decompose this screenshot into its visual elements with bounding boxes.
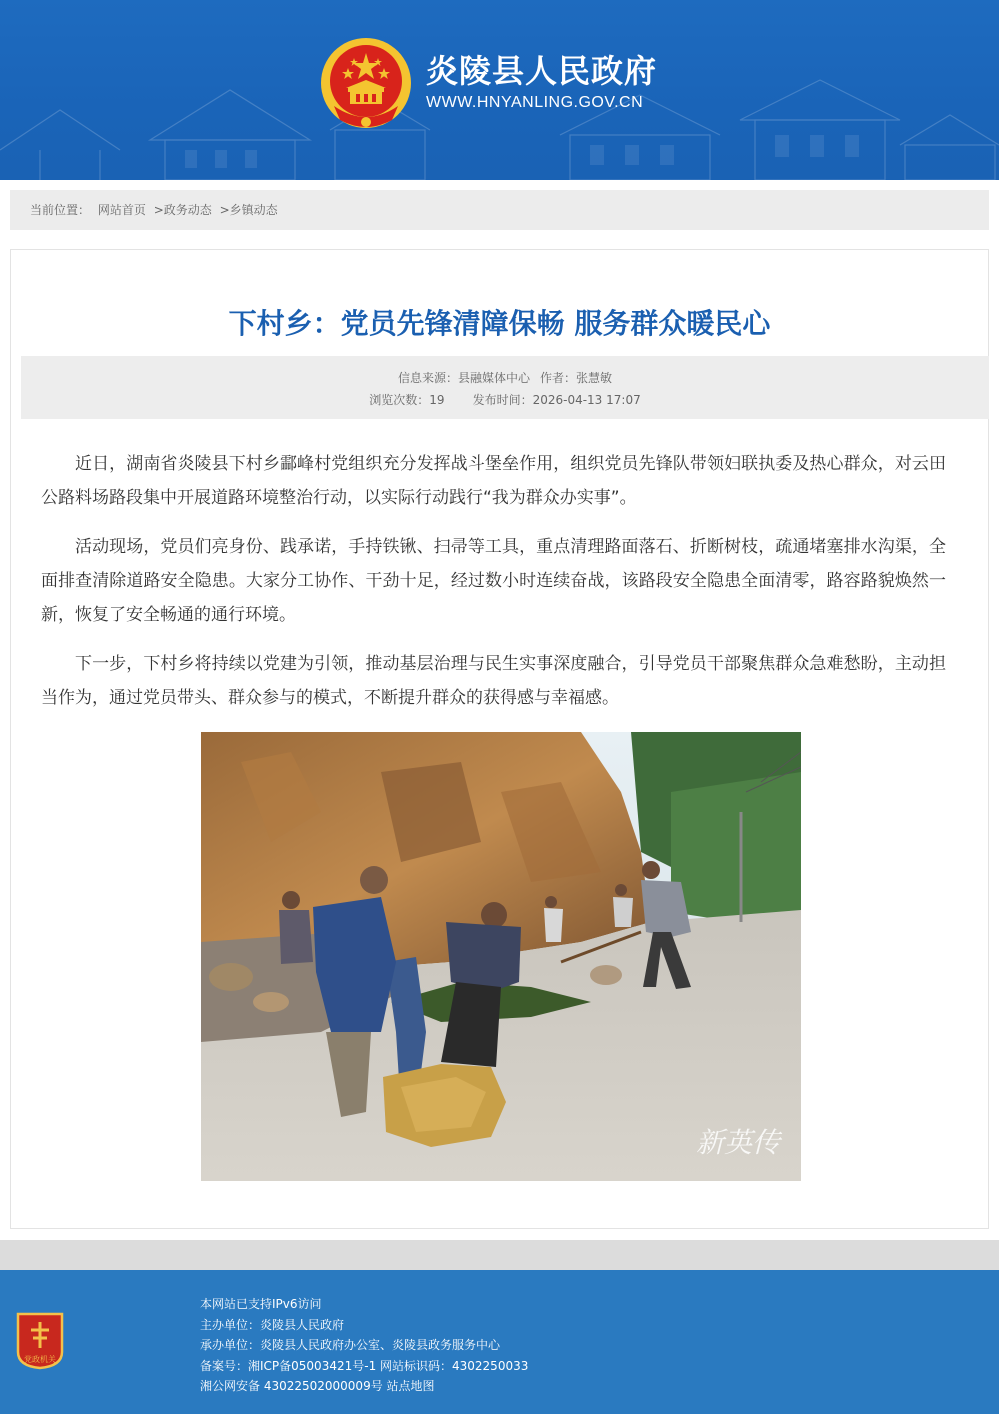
footer-icp-line[interactable]: 备案号：湘ICP备05003421号-1 网站标识码：4302250033 [200, 1358, 529, 1373]
footer-ipv6-line: 本网站已支持IPv6访问 [200, 1297, 322, 1311]
national-emblem-icon [320, 36, 413, 134]
breadcrumb [10, 190, 989, 230]
party-government-badge-icon[interactable] [14, 1310, 66, 1370]
footer-divider-strip [0, 1240, 999, 1270]
breadcrumb-news-link[interactable]: >政务动态 [153, 203, 212, 217]
site-title[interactable]: 炎陵县人民政府 [426, 52, 658, 90]
author-value: 张慧敏 [576, 371, 613, 385]
article-paragraph: 近日，湖南省炎陵县下村乡酃峰村党组织充分发挥战斗堡垒作用，组织党员先锋队带领妇联执委及热心群众，对云田公路料场路段集中开展道路环境整治行动，以实际行动践行“我为群众办实事”。 [41, 454, 946, 508]
breadcrumb-home-link[interactable]: 网站首页 [97, 203, 146, 217]
date-label: 发布时间： [472, 393, 533, 407]
breadcrumb-town-link[interactable]: >乡镇动态 [219, 203, 278, 217]
badge-label: 党政机关 [24, 1355, 56, 1364]
footer-info [200, 1294, 528, 1397]
footer-organizer-line: 承办单位：炎陵县人民政府办公室、炎陵县政务服务中心 [200, 1338, 501, 1352]
article-paragraph: 活动现场，党员们亮身份、践承诺，手持铁锹、扫帚等工具，重点清理路面落石、折断树枝，疏通堵塞排水沟渠，全面排查清除道路安全隐患。大家分工协作、干劲十足，经过数小时连续奋战，该路段安全隐患全面清零，路容路貌焕然一新，恢复了安全畅通的通行环境。 [41, 537, 946, 625]
site-footer [0, 1270, 999, 1414]
breadcrumb-prefix: 当前位置： [30, 203, 91, 217]
views-value: 19 [429, 393, 445, 407]
article-body [41, 447, 946, 730]
date-value: 2026-04-13 17:07 [532, 393, 641, 407]
site-url[interactable]: WWW.HNYANLING.GOV.CN [426, 94, 644, 111]
photo-watermark: 新英传 [696, 1126, 781, 1159]
footer-host-line: 主办单位：炎陵县人民政府 [200, 1317, 345, 1332]
article-photo [201, 732, 801, 1181]
footer-police-line[interactable]: 湘公网安备 43022502000009号 站点地图 [200, 1379, 435, 1393]
site-header [0, 0, 999, 180]
article-paragraph: 下一步，下村乡将持续以党建为引领，推动基层治理与民生实事深度融合，引导党员干部聚焦群众急难愁盼，主动担当作为，通过党员带头、群众参与的模式，不断提升群众的获得感与幸福感。 [41, 654, 946, 708]
views-label: 浏览次数： [369, 393, 430, 407]
article-title: 下村乡：党员先锋清障保畅 服务群众暖民心 [228, 307, 771, 340]
article-meta [21, 356, 989, 419]
author-label: 作者： [540, 371, 577, 385]
article-container [10, 249, 989, 1229]
source-value: 县融媒体中心 [457, 371, 530, 385]
source-label: 信息来源： [397, 371, 458, 385]
